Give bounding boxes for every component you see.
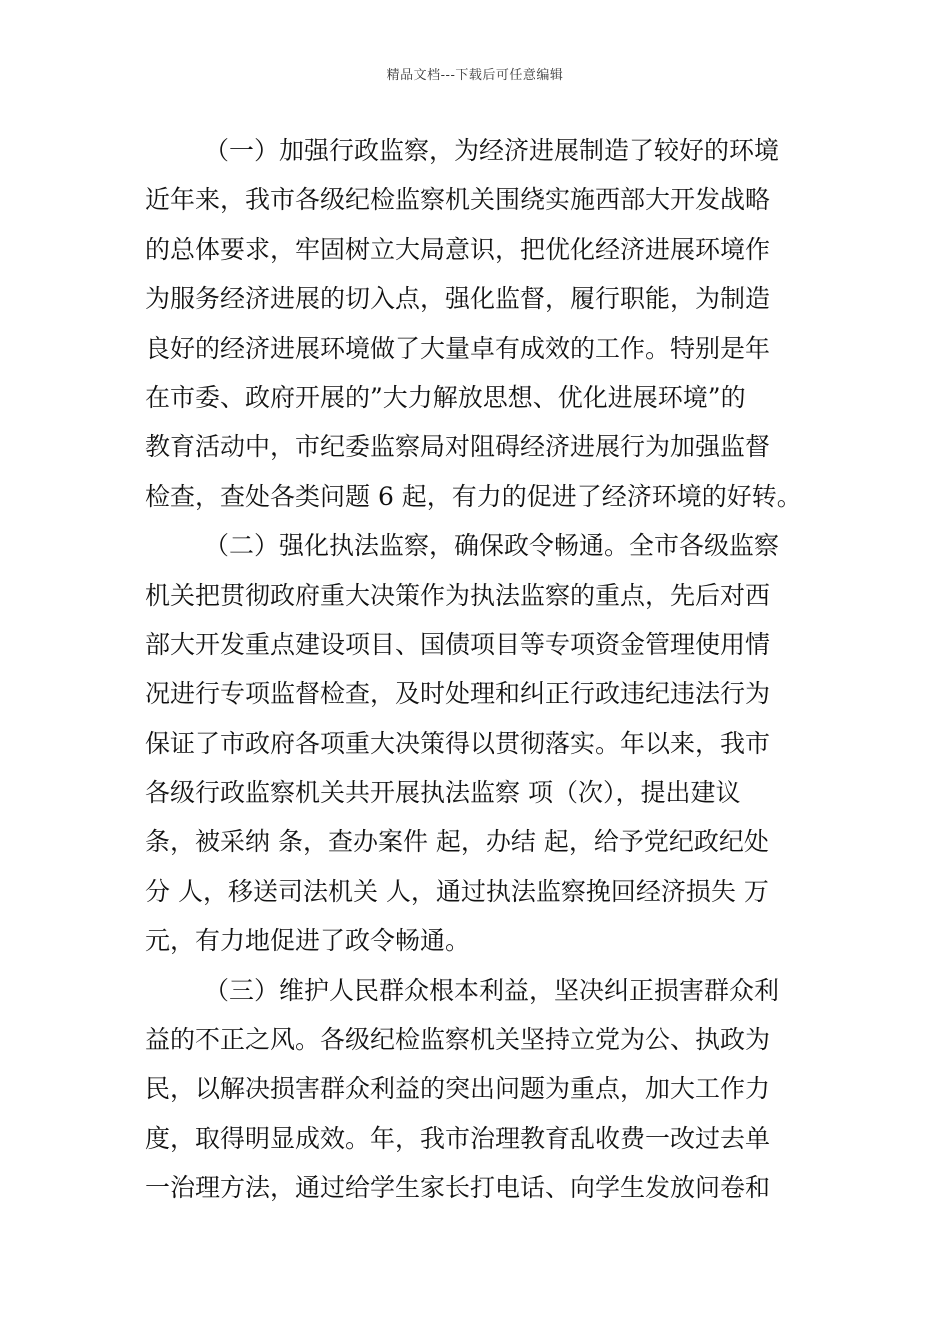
page-header: 精品文档---下载后可任意编辑	[386, 68, 564, 83]
text-line: 教育活动中，市纪委监察局对阻碍经济进展行为加强监督	[145, 432, 771, 462]
text-line: 近年来，我市各级纪检监察机关围绕实施西部大开发战略	[145, 185, 771, 215]
text-line: 元，有力地促进了政令畅通。	[145, 926, 471, 956]
text-line: 的总体要求，牢固树立大局意识，把优化经济进展环境作	[145, 234, 771, 264]
text-line: 在市委、政府开展的”大力解放思想、优化进展环境”的	[145, 382, 746, 412]
text-line: 良好的经济进展环境做了大量卓有成效的工作。特别是年	[145, 333, 771, 363]
paragraph-3-start: （三）维护人民群众根本利益，坚决纠正损害群众利	[204, 975, 780, 1005]
text-line: 条，被采纳 条，查办案件 起，办结 起，给予党纪政纪处	[145, 827, 769, 857]
text-line: 部大开发重点建设项目、国债项目等专项资金管理使用情	[145, 629, 771, 659]
text-line: 度，取得明显成效。年，我市治理教育乱收费一改过去单	[145, 1123, 771, 1153]
text-line: 况进行专项监督检查，及时处理和纠正行政违纪违法行为	[145, 679, 771, 709]
document-body	[145, 126, 807, 1213]
paragraph-2-start: （二）强化执法监察，确保政令畅通。全市各级监察	[204, 531, 780, 561]
text-line: 一治理方法，通过给学生家长打电话、向学生发放问卷和	[145, 1173, 771, 1203]
text-line: 分 人，移送司法机关 人，通过执法监察挽回经济损失 万	[145, 876, 769, 906]
text-line: 保证了市政府各项重大决策得以贯彻落实。年以来，我市	[145, 728, 771, 758]
text-line: 机关把贯彻政府重大决策作为执法监察的重点，先后对西	[145, 580, 771, 610]
text-line: 各级行政监察机关共开展执法监察 项（次），提出建议	[145, 778, 741, 808]
text-line: 民，以解决损害群众利益的突出问题为重点，加大工作力	[145, 1074, 771, 1104]
text-line: 益的不正之风。各级纪检监察机关坚持立党为公、执政为	[145, 1025, 771, 1055]
paragraph-1-heading: （一）加强行政监察，为经济进展制造了较好的环境	[204, 136, 780, 165]
text-line: 检查，查处各类问题 6 起，有力的促进了经济环境的好转。	[145, 481, 802, 511]
text-line: 为服务经济进展的切入点，强化监督，履行职能，为制造	[145, 284, 771, 314]
